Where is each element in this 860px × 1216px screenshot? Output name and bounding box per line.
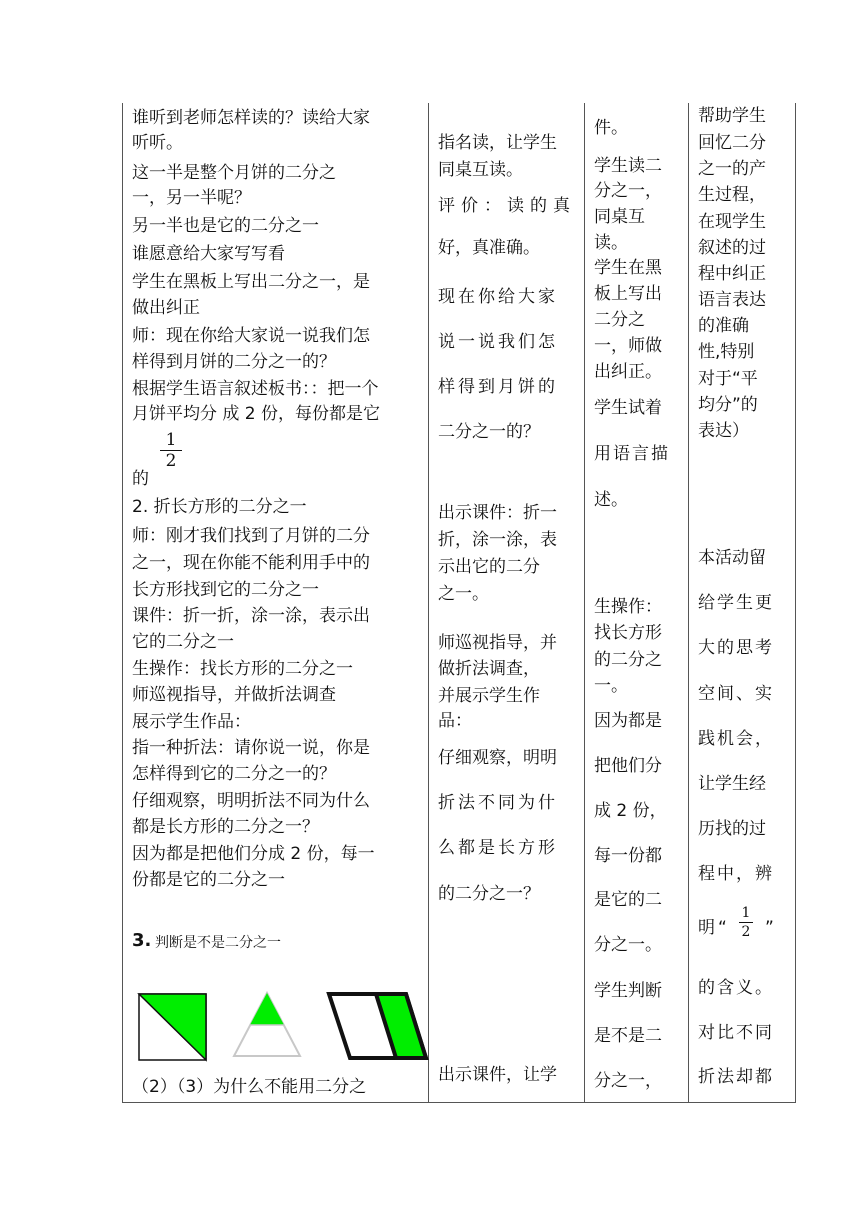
table-divider-1	[428, 103, 429, 1103]
text-line: 一，另一半呢？	[132, 188, 251, 208]
text-line: 指名读，让学生	[438, 133, 557, 153]
text-line: 之一的产	[698, 159, 766, 179]
text-line: 做折法调查，	[438, 659, 540, 679]
text-line: 空间、实	[698, 684, 774, 704]
text-line: 的准确	[698, 316, 749, 336]
text-line: 折法却都	[698, 1067, 774, 1087]
table-border-bottom	[122, 1102, 795, 1103]
text-line: 学生读二	[594, 156, 662, 176]
text-line: 用语言描	[594, 444, 670, 464]
text-line: ”	[765, 918, 774, 938]
text-line: 述。	[594, 490, 628, 510]
text-line: 的二分之一？	[438, 884, 540, 904]
text-line: 把他们分	[594, 756, 662, 776]
text-line: 么都是长方形	[438, 838, 558, 858]
section-number: 3.	[132, 930, 152, 951]
text-line: 给学生更	[698, 593, 774, 613]
text-line: 生操作：	[594, 597, 662, 617]
text-line: 出示课件，让学	[438, 1065, 557, 1085]
text-line: 怎样得到它的二分之一的？	[132, 764, 336, 784]
text-line: 仔细观察，明明	[438, 748, 557, 768]
text-line: 回忆二分	[698, 133, 766, 153]
table-border-right	[795, 103, 796, 1103]
text-line: 历找的过	[698, 819, 766, 839]
text-line: 学生在黑	[594, 258, 662, 278]
text-line: （2）（3）为什么不能用二分之	[132, 1077, 367, 1097]
table-border-left	[122, 103, 123, 1103]
text-line: 学生试着	[594, 398, 662, 418]
text-line: 同桌互读。	[438, 160, 523, 180]
text-line: 说一说我们怎	[438, 332, 558, 352]
text-line: 长方形找到它的二分之一	[132, 580, 319, 600]
text-line: 帮助学生	[698, 106, 766, 126]
text-line: 二分之	[594, 310, 645, 330]
text-line: 并展示学生作	[438, 686, 540, 706]
text-line: 评价：读的真	[438, 196, 576, 216]
text-line: 对比不同	[698, 1023, 774, 1043]
section-heading: 判断是不是二分之一	[155, 935, 281, 951]
text-line: 好，真准确。	[438, 238, 540, 258]
text-line: 师：现在你给大家说一说我们怎	[132, 326, 370, 346]
text-line: 品：	[438, 711, 472, 731]
text-line: 一，师做	[594, 336, 662, 356]
text-line: 指一种折法：请你说一说，你是	[132, 738, 370, 758]
fraction-one-half	[160, 430, 182, 471]
text-line: 都是长方形的二分之一？	[132, 817, 319, 837]
text-line: 践机会，	[698, 729, 774, 749]
text-line: 月饼平均分 成 2 份，每份都是它	[132, 404, 381, 424]
text-line: 师：刚才我们找到了月饼的二分	[132, 526, 370, 546]
text-line: 仔细观察，明明折法不同为什么	[132, 791, 370, 811]
text-line: 师巡视指导，并	[438, 633, 557, 653]
text-line: 谁愿意给大家写写看	[132, 244, 285, 264]
figure-parallelogram	[326, 992, 428, 1060]
text-line: 课件：折一折，涂一涂，表示出	[132, 606, 370, 626]
text-line: 对于“平	[698, 369, 758, 389]
section-heading: 2. 折长方形的二分之一	[132, 497, 307, 517]
text-line: 谁听到老师怎样读的？读给大家	[132, 108, 370, 128]
table-divider-3	[688, 103, 689, 1103]
figure-square-half	[138, 993, 208, 1061]
text-line: 叙述的过	[698, 238, 766, 258]
text-line: 根据学生语言叙述板书：：把一个	[132, 379, 379, 399]
text-line: 折法不同为什	[438, 793, 558, 813]
text-line: 之一。	[438, 584, 489, 604]
text-line: 样得到月饼的	[438, 377, 558, 397]
text-line: 分之一，	[594, 1071, 662, 1091]
text-line: 二分之一的？	[438, 422, 540, 442]
text-line: 读。	[594, 233, 628, 253]
text-line: 分之一，	[594, 181, 662, 201]
text-line: 的二分之	[594, 650, 662, 670]
text-line: 学生判断	[594, 981, 662, 1001]
text-line: 做出纠正	[132, 298, 200, 318]
text-line: 找长方形	[594, 623, 662, 643]
text-line: 分之一。	[594, 935, 662, 955]
text-line: 每一份都	[594, 846, 662, 866]
text-line: 件。	[594, 118, 628, 138]
fraction-denominator: 2	[741, 924, 751, 940]
text-line: 程中纠正	[698, 264, 766, 284]
text-line: 语言表达	[698, 290, 766, 310]
text-line: 本活动留	[698, 548, 766, 568]
fraction-denominator: 2	[165, 451, 177, 471]
text-line: 板上写出	[594, 284, 662, 304]
text-line: 这一半是整个月饼的二分之	[132, 163, 336, 183]
table-divider-2	[584, 103, 585, 1103]
text-line: 折，涂一涂，表	[438, 530, 557, 550]
text-line: 份都是它的二分之一	[132, 870, 285, 890]
text-line: 同桌互	[594, 207, 645, 227]
text-line: 之一，现在你能不能利用手中的	[132, 553, 370, 573]
text-line: 因为都是	[594, 711, 662, 731]
text-line: 展示学生作品：	[132, 712, 251, 732]
text-line: 出示课件：折一	[438, 503, 557, 523]
text-line: 是它的二	[594, 890, 662, 910]
text-line: 出纠正。	[594, 362, 662, 382]
text-line: 的	[132, 469, 149, 489]
fraction-numerator: 1	[165, 430, 177, 450]
figure-triangle	[232, 992, 302, 1058]
text-line: 性,特别	[698, 342, 755, 362]
triangle-shaded-top	[250, 993, 284, 1025]
text-line: 程中，辨	[698, 864, 774, 884]
text-line: 另一半也是它的二分之一	[132, 216, 319, 236]
text-line: 它的二分之一	[132, 632, 234, 652]
text-line: 现在你给大家	[438, 287, 558, 307]
text-line: 均分”的	[698, 395, 758, 415]
text-line: 听听。	[132, 133, 183, 153]
text-line: 大的思考	[698, 638, 774, 658]
text-line: 明“	[698, 918, 730, 938]
text-line: 样得到月饼的二分之一的？	[132, 352, 336, 372]
text-line: 生操作：找长方形的二分之一	[132, 659, 353, 679]
text-line: 在现学生	[698, 212, 766, 232]
text-line: 因为都是把他们分成 2 份，每一	[132, 844, 375, 864]
fraction-one-half	[739, 904, 753, 941]
text-line: 的含义。	[698, 978, 774, 998]
text-line: 学生在黑板上写出二分之一，是	[132, 272, 370, 292]
text-line: 是不是二	[594, 1026, 662, 1046]
fraction-numerator: 1	[741, 905, 751, 921]
text-line: 一。	[594, 676, 628, 696]
text-line: 表达）	[698, 421, 749, 441]
text-line: 让学生经	[698, 774, 766, 794]
text-line: 成 2 份，	[594, 801, 667, 821]
text-line: 师巡视指导，并做折法调查	[132, 685, 336, 705]
text-line: 示出它的二分	[438, 557, 540, 577]
text-line: 生过程，	[698, 185, 766, 205]
